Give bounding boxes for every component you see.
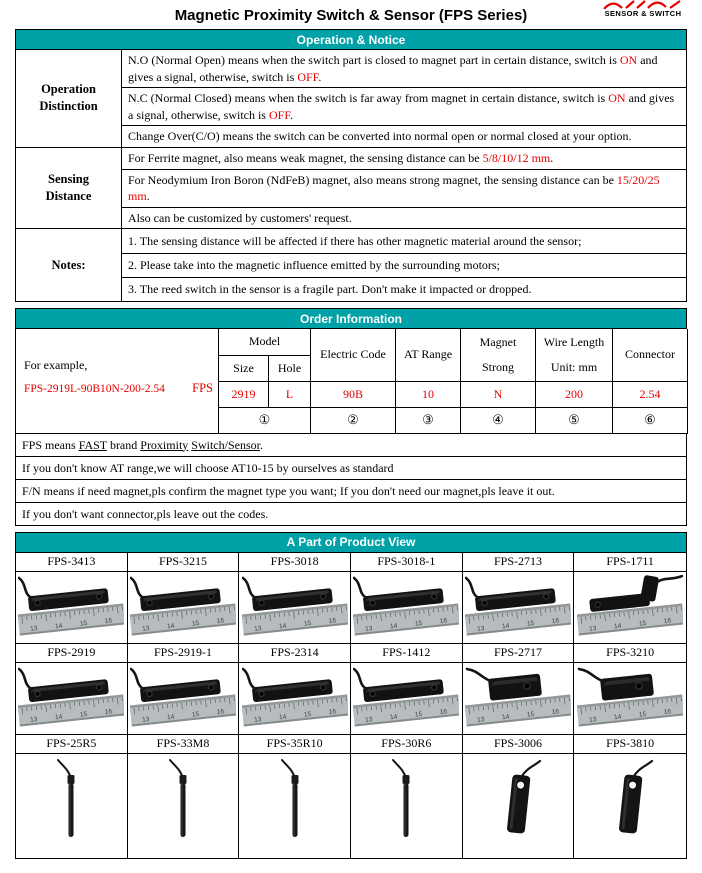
text-segment: Also can be customized by customers' request. <box>128 210 352 225</box>
product-photo <box>574 572 686 644</box>
text-segment: ON <box>608 91 626 105</box>
svg-text:14: 14 <box>278 713 287 722</box>
svg-text:15: 15 <box>79 710 88 719</box>
product-photo <box>16 663 128 735</box>
header-line: Unit: mm <box>550 359 598 374</box>
text-segment: For Ferrite magnet, also means weak magnet, the sensing distance can be <box>128 150 483 165</box>
operation-row <box>122 87 686 125</box>
text-segment: ON <box>619 53 638 67</box>
operation-row-text <box>128 281 532 298</box>
product-name: FPS-2314 <box>239 644 351 663</box>
header-line: Strong <box>481 359 514 374</box>
brand-logo <box>595 0 691 18</box>
text-segment: OFF <box>297 69 319 84</box>
svg-text:14: 14 <box>166 713 175 722</box>
text-segment: . <box>146 189 150 203</box>
svg-text:13: 13 <box>30 716 39 724</box>
text-segment: 1. The sensing distance will be affected if there has other magnetic material around the sensor; <box>128 233 582 248</box>
section-header-operation-notice: Operation & Notice <box>15 29 687 50</box>
product-name: FPS-3215 <box>128 553 240 572</box>
order-information-block <box>15 329 687 526</box>
operation-group-label <box>16 50 122 147</box>
product-name: FPS-2919 <box>16 644 128 663</box>
order-code-value: 2.54 <box>613 381 688 407</box>
order-circle-number: ⑤ <box>536 407 613 433</box>
text-segment: Proximity <box>140 437 189 452</box>
order-col-at-range: AT Range <box>396 329 461 381</box>
svg-text:16: 16 <box>104 617 113 625</box>
svg-text:15: 15 <box>303 619 312 628</box>
product-name: FPS-33M8 <box>128 735 240 754</box>
operation-row <box>122 125 686 147</box>
label-line: Distinction <box>39 99 98 114</box>
svg-text:15: 15 <box>414 710 423 719</box>
order-code-value: 2919 <box>219 381 269 407</box>
text-segment: . <box>318 69 322 84</box>
svg-text:15: 15 <box>638 619 647 628</box>
svg-text:15: 15 <box>191 619 200 628</box>
order-example-cell <box>16 329 219 433</box>
order-circle-number: ① <box>219 407 311 433</box>
svg-text:13: 13 <box>365 716 374 724</box>
order-col-connector: Connector <box>613 329 688 381</box>
svg-text:16: 16 <box>551 708 560 716</box>
order-col-model: Model <box>219 329 311 355</box>
operation-row <box>122 148 686 169</box>
svg-text:16: 16 <box>439 708 448 716</box>
operation-row <box>122 169 686 207</box>
svg-text:13: 13 <box>141 716 150 724</box>
operation-row <box>122 253 686 277</box>
product-name: FPS-25R5 <box>16 735 128 754</box>
order-note <box>15 503 687 526</box>
product-name: FPS-2717 <box>463 644 575 663</box>
svg-text:16: 16 <box>216 708 225 716</box>
svg-text:14: 14 <box>501 713 510 722</box>
product-name: FPS-35R10 <box>239 735 351 754</box>
svg-text:14: 14 <box>613 713 622 722</box>
order-note <box>15 457 687 480</box>
operation-row <box>122 229 686 253</box>
text-segment: 5/8/10/12 mm <box>482 150 551 165</box>
text-segment: 15/20/25 mm <box>128 172 660 203</box>
order-col-wire-length <box>536 329 613 381</box>
svg-text:15: 15 <box>526 619 535 628</box>
product-photo <box>239 754 351 858</box>
product-photo <box>239 663 351 735</box>
svg-text:14: 14 <box>55 713 64 722</box>
order-col-size: Size <box>219 355 269 381</box>
order-example-label: For example, <box>24 358 88 372</box>
order-col-magnet <box>461 329 536 381</box>
product-photo <box>16 572 128 644</box>
order-circle-number: ② <box>311 407 396 433</box>
text-segment: . <box>290 107 294 122</box>
brand-mark-icon <box>601 0 685 9</box>
label-line: Distance <box>45 188 92 203</box>
svg-text:13: 13 <box>476 625 485 633</box>
text-segment: N.C (Normal Closed) means when the switch is far away from magnet in certain distance, switch is <box>128 91 609 105</box>
product-photo <box>351 572 463 644</box>
svg-text:15: 15 <box>79 619 88 628</box>
order-code-value: N <box>461 381 536 407</box>
order-example-code: FPS-2919L-90B10N-200-2.54 <box>24 383 165 395</box>
order-circle-number: ③ <box>396 407 461 433</box>
text-segment: Switch/Sensor <box>191 437 260 452</box>
operation-row-text <box>128 233 581 250</box>
order-code-table <box>15 329 688 434</box>
operation-row-text <box>128 90 680 123</box>
label-line: Notes: <box>51 257 86 272</box>
page-title: Magnetic Proximity Switch & Sensor (FPS Series) <box>174 7 528 24</box>
text-segment: For Neodymium Iron Boron (NdFeB) magnet, also means strong magnet, the sensing distance can be <box>128 172 617 187</box>
svg-text:16: 16 <box>551 617 560 625</box>
text-segment: . <box>259 437 263 452</box>
section-header-order-information: Order Information <box>15 308 687 329</box>
operation-row <box>122 207 686 229</box>
order-code-value: 90B <box>311 381 396 407</box>
operation-row-text <box>128 210 352 227</box>
text-segment: FAST <box>78 437 107 452</box>
brand-logo-text: SENSOR & SWITCH <box>604 9 682 18</box>
operation-group <box>16 50 686 147</box>
svg-text:14: 14 <box>613 622 622 631</box>
svg-text:13: 13 <box>365 625 374 633</box>
product-photo <box>463 754 575 858</box>
operation-group-label <box>16 148 122 229</box>
svg-text:14: 14 <box>501 622 510 631</box>
product-photo <box>128 572 240 644</box>
product-photo <box>351 663 463 735</box>
product-name: FPS-3210 <box>574 644 686 663</box>
product-photo <box>351 754 463 858</box>
product-photo <box>574 663 686 735</box>
text-segment: OFF <box>268 107 291 122</box>
product-photo <box>574 754 686 858</box>
text-segment: 2. Please take into the magnetic influence emitted by the surrounding motors; <box>128 258 500 273</box>
text-segment: If you don't want connector,pls leave out the codes. <box>22 506 269 521</box>
product-name: FPS-30R6 <box>351 735 463 754</box>
operation-row <box>122 277 686 301</box>
text-segment: If you don't know AT range,we will choose AT10-15 by ourselves as standard <box>22 460 394 475</box>
order-col-electric-code: Electric Code <box>311 329 396 381</box>
product-name: FPS-2919-1 <box>128 644 240 663</box>
order-code-value: 10 <box>396 381 461 407</box>
text-segment: FPS means <box>22 437 79 452</box>
product-name: FPS-3018 <box>239 553 351 572</box>
svg-text:15: 15 <box>191 710 200 719</box>
product-name: FPS-3006 <box>463 735 575 754</box>
operation-row-text <box>128 257 500 274</box>
product-photo <box>463 663 575 735</box>
svg-text:15: 15 <box>526 710 535 719</box>
section-header-product-view: A Part of Product View <box>15 532 687 553</box>
svg-text:15: 15 <box>414 619 423 628</box>
operation-row <box>122 50 686 87</box>
svg-text:13: 13 <box>30 625 39 633</box>
order-col-hole: Hole <box>269 355 311 381</box>
text-segment: . <box>550 150 554 165</box>
operation-row-text <box>128 52 680 85</box>
label-line: Operation <box>41 82 96 97</box>
product-name: FPS-3413 <box>16 553 128 572</box>
svg-text:16: 16 <box>104 708 113 716</box>
text-segment: and gives a signal, otherwise, switch is <box>128 91 675 122</box>
order-prefix-code: FPS <box>192 381 213 395</box>
product-photo <box>239 572 351 644</box>
product-photo <box>128 663 240 735</box>
product-name: FPS-3018-1 <box>351 553 463 572</box>
label-line: Sensing <box>48 171 89 186</box>
svg-text:13: 13 <box>589 625 597 633</box>
header-line: Magnet <box>479 334 517 349</box>
svg-text:16: 16 <box>439 617 448 625</box>
operation-row-text <box>128 150 553 167</box>
order-note <box>15 480 687 503</box>
product-name: FPS-1711 <box>574 553 686 572</box>
svg-text:16: 16 <box>663 617 672 625</box>
svg-text:14: 14 <box>390 622 399 631</box>
text-segment: N.O (Normal Open) means when the switch part is closed to magnet part in certain distance, switch is <box>128 53 620 67</box>
operation-row-text <box>128 172 680 205</box>
product-view-grid <box>15 553 687 859</box>
text-segment: 3. The reed switch in the sensor is a fragile part. Don't make it impacted or dropped. <box>128 282 532 297</box>
operation-group-label <box>16 229 122 301</box>
svg-text:13: 13 <box>141 625 150 633</box>
operation-group <box>16 228 686 301</box>
svg-text:16: 16 <box>328 617 337 625</box>
text-segment: Change Over(C/O) means the switch can be converted into normal open or normal closed at your option. <box>128 129 632 143</box>
svg-text:14: 14 <box>390 713 399 722</box>
svg-text:13: 13 <box>476 716 485 724</box>
svg-text:16: 16 <box>216 617 225 625</box>
svg-text:13: 13 <box>253 625 262 633</box>
order-note <box>15 434 687 457</box>
text-segment: brand <box>106 437 141 452</box>
svg-text:16: 16 <box>328 708 337 716</box>
order-circle-number: ⑥ <box>613 407 688 433</box>
product-name: FPS-3810 <box>574 735 686 754</box>
svg-text:15: 15 <box>303 710 312 719</box>
svg-text:14: 14 <box>55 622 64 631</box>
product-photo <box>128 754 240 858</box>
header-line: Wire Length <box>543 334 605 349</box>
order-code-value: 200 <box>536 381 613 407</box>
order-circle-number: ④ <box>461 407 536 433</box>
product-photo <box>463 572 575 644</box>
text-segment: F/N means if need magnet,pls confirm the magnet type you want; If you don't need our magnet,pls leave it out. <box>22 483 555 498</box>
order-code-value: L <box>269 381 311 407</box>
product-photo <box>16 754 128 858</box>
operation-notice-table <box>15 50 687 302</box>
text-segment: and gives a signal, otherwise, switch is <box>128 53 658 84</box>
svg-text:14: 14 <box>278 622 287 631</box>
product-name: FPS-1412 <box>351 644 463 663</box>
operation-group <box>16 147 686 229</box>
svg-text:13: 13 <box>589 716 597 724</box>
svg-text:13: 13 <box>253 716 262 724</box>
operation-row-text <box>128 128 632 145</box>
svg-text:14: 14 <box>166 622 175 631</box>
page-header <box>15 5 687 29</box>
svg-text:16: 16 <box>663 708 672 716</box>
svg-text:15: 15 <box>638 710 647 719</box>
product-name: FPS-2713 <box>463 553 575 572</box>
